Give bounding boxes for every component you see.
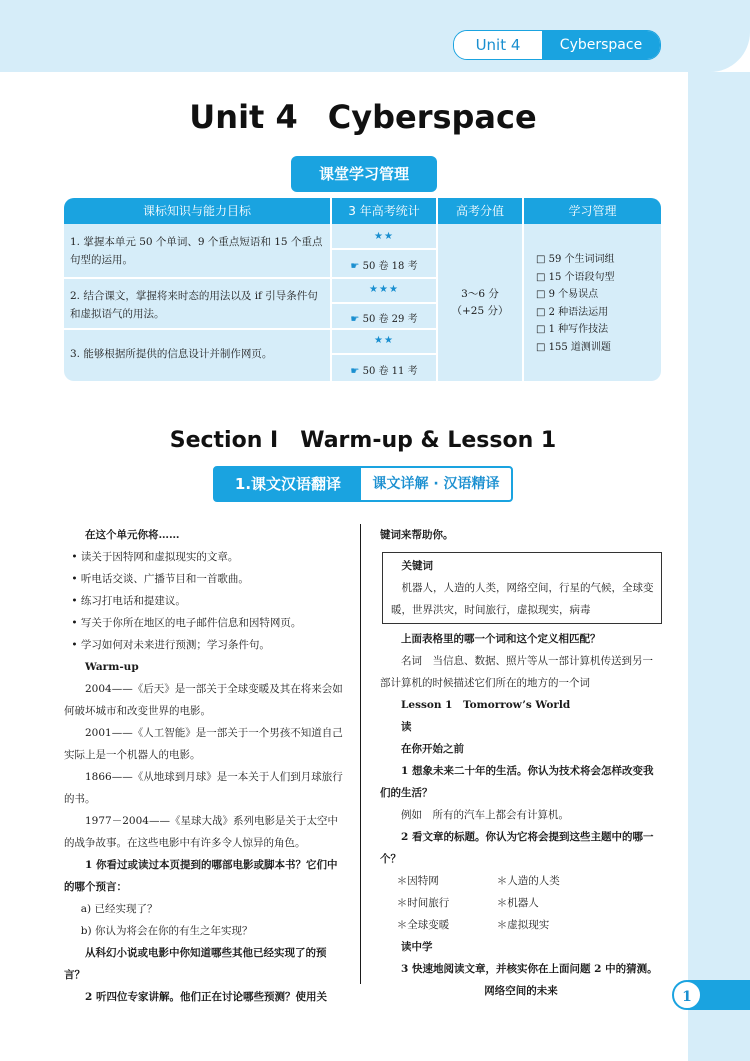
mgmt-item: □ 155 道测训题 [536, 341, 611, 353]
question-1: 1 你看过或读过本页提到的哪部电影或脚本书？它们中的哪个预言： [64, 859, 338, 893]
question-r1: 1 想象未来二十年的生活。你认为技术将会怎样改变我们的生活？ [380, 765, 654, 799]
intro: 在这个单元你将…… [85, 529, 180, 541]
tab-explanation[interactable]: 课文详解 · 汉语精译 [372, 476, 500, 492]
page-number: 1 [672, 980, 702, 1010]
table-header [64, 198, 661, 224]
page-title [0, 98, 726, 136]
exam-text: 50 卷 11 考 [362, 366, 418, 377]
list-item: • 练习打电话和提建议。 [71, 595, 186, 607]
keyword-box [382, 552, 662, 624]
keyword-title: 关键词 [401, 560, 433, 572]
column-divider [360, 524, 361, 984]
question-2: 2 听四位专家讲解。他们正在讨论哪些预测？使用关 [85, 991, 327, 1003]
topic: ＊人造的人类 [496, 875, 560, 887]
article-title: 网络空间的未来 [484, 985, 558, 997]
goal-3: 3. 能够根据所提供的信息设计并制作网页。 [70, 348, 273, 360]
exam-3 [332, 362, 436, 377]
question-r3: 3 快速地阅读文章，并核实你在上面问题 2 中的猜测。 [401, 963, 658, 975]
hand-icon: ☛ [350, 366, 360, 377]
topic: ＊虚拟现实 [496, 919, 550, 931]
definition: 名词 当信息、数据、照片等从一部计算机传送到另一部计算机的时候描述它们所在的地方的一个词 [380, 655, 653, 689]
stars-2: ★★★ [369, 284, 399, 295]
stars-1: ★★ [374, 231, 394, 242]
divider [332, 302, 436, 304]
film-paragraph: 1866——《从地球到月球》是一本关于人们到月球旅行的书。 [64, 771, 343, 805]
unit-tab [453, 30, 661, 60]
mgmt-item: □ 2 种语法运用 [536, 306, 609, 318]
film-paragraph: 2001——《人工智能》是一部关于一个男孩不知道自己实际上是一个机器人的电影。 [64, 727, 343, 761]
lesson-heading: Lesson 1 Tomorrow’s World [401, 699, 571, 711]
score-extra: （+25 分） [451, 305, 509, 317]
list-item: • 学习如何对未来进行预测；学习条件句。 [71, 639, 270, 651]
question-2-cont: 键词来帮助你。 [380, 529, 454, 541]
question-r2: 2 看文章的标题。你认为它将会提到这些主题中的哪一个？ [380, 831, 654, 865]
unit-label: Unit 4 [454, 31, 542, 59]
film-paragraph: 2004——《后天》是一部关于全球变暖及其在将来会如何破坏城市和改变世界的电影。 [64, 683, 343, 717]
title-name: Cyberspace [327, 98, 537, 136]
topic: ＊因特网 [396, 875, 439, 887]
section-pill: 课堂学习管理 [291, 156, 437, 192]
list-item: • 读关于因特网和虚拟现实的文章。 [71, 551, 239, 563]
hand-icon: ☛ [350, 261, 360, 272]
stars-3: ★★ [374, 335, 394, 346]
question-1b: b) 你认为将会在你的有生之年实现？ [80, 925, 253, 937]
mgmt-item: □ 9 个易误点 [536, 289, 599, 300]
header-goals: 课标知识与能力目标 [142, 204, 251, 218]
hand-icon: ☛ [350, 314, 360, 325]
left-column [64, 524, 347, 1008]
goal-1: 1. 掌握本单元 50 个单词、9 个重点短语和 15 个重点句型的运用。 [70, 236, 323, 266]
warmup-heading: Warm-up [85, 661, 139, 673]
match-question: 上面表格里的哪一个词和这个定义相匹配？ [401, 633, 601, 645]
topic: ＊机器人 [496, 897, 539, 909]
divider [64, 277, 436, 279]
divider [332, 248, 436, 250]
study-table [64, 198, 661, 381]
mgmt-item: □ 1 种写作技法 [536, 324, 609, 335]
header-stats: 3 年高考统计 [348, 204, 420, 218]
divider [64, 328, 436, 330]
question-1a: a) 已经实现了？ [80, 903, 158, 915]
content-tabs [213, 466, 513, 502]
list-item: • 听电话交谈、广播节目和一首歌曲。 [71, 573, 249, 585]
divider [522, 198, 524, 381]
goal-2: 2. 结合课文，掌握将来时态的用法以及 if 引导条件句和虚拟语气的用法。 [70, 290, 318, 320]
example: 例如 所有的汽车上都会有计算机。 [401, 809, 569, 821]
mgmt-list [536, 251, 615, 356]
topics-row [380, 914, 662, 936]
before-heading: 在你开始之前 [401, 743, 464, 755]
header-score: 高考分值 [455, 204, 504, 218]
tab-translation[interactable]: 1.课文汉语翻译 [215, 468, 361, 500]
exam-2 [332, 310, 436, 325]
read-heading: 读 [401, 721, 412, 733]
score-range: 3～6 分 [461, 288, 499, 300]
unit-name: Cyberspace [542, 31, 660, 59]
topics-row [380, 870, 662, 892]
exam-text: 50 卷 29 考 [362, 314, 418, 325]
mgmt-item: □ 15 个语段句型 [536, 271, 615, 283]
side-band [688, 72, 750, 1061]
list-item: • 写关于你所在地区的电子邮件信息和因特网页。 [71, 617, 302, 629]
topic: ＊时间旅行 [396, 897, 450, 909]
score-cell [438, 286, 522, 320]
exam-text: 50 卷 18 考 [362, 261, 418, 272]
section-title: Section Ⅰ Warm-up & Lesson 1 [169, 428, 557, 453]
topics-row [380, 892, 662, 914]
while-heading: 读中学 [401, 941, 433, 953]
exam-1 [332, 257, 436, 272]
title-unit: Unit 4 [189, 98, 298, 136]
keyword-body: 机器人，人造的人类，网络空间，行星的气候，全球变暖，世界洪灾，时间旅行，虚拟现实，病毒 [391, 582, 654, 616]
header-mgmt: 学习管理 [568, 204, 617, 218]
film-paragraph: 1977－2004——《星球大战》系列电影是关于太空中的战争故事。在这些电影中有许多令人惊异的角色。 [64, 815, 338, 849]
topic: ＊全球变暖 [396, 919, 450, 931]
question-1c: 从科幻小说或电影中你知道哪些其他已经实现了的预言？ [64, 947, 327, 981]
mgmt-item: □ 59 个生词词组 [536, 254, 615, 265]
right-column [380, 524, 662, 1002]
divider [332, 353, 436, 355]
